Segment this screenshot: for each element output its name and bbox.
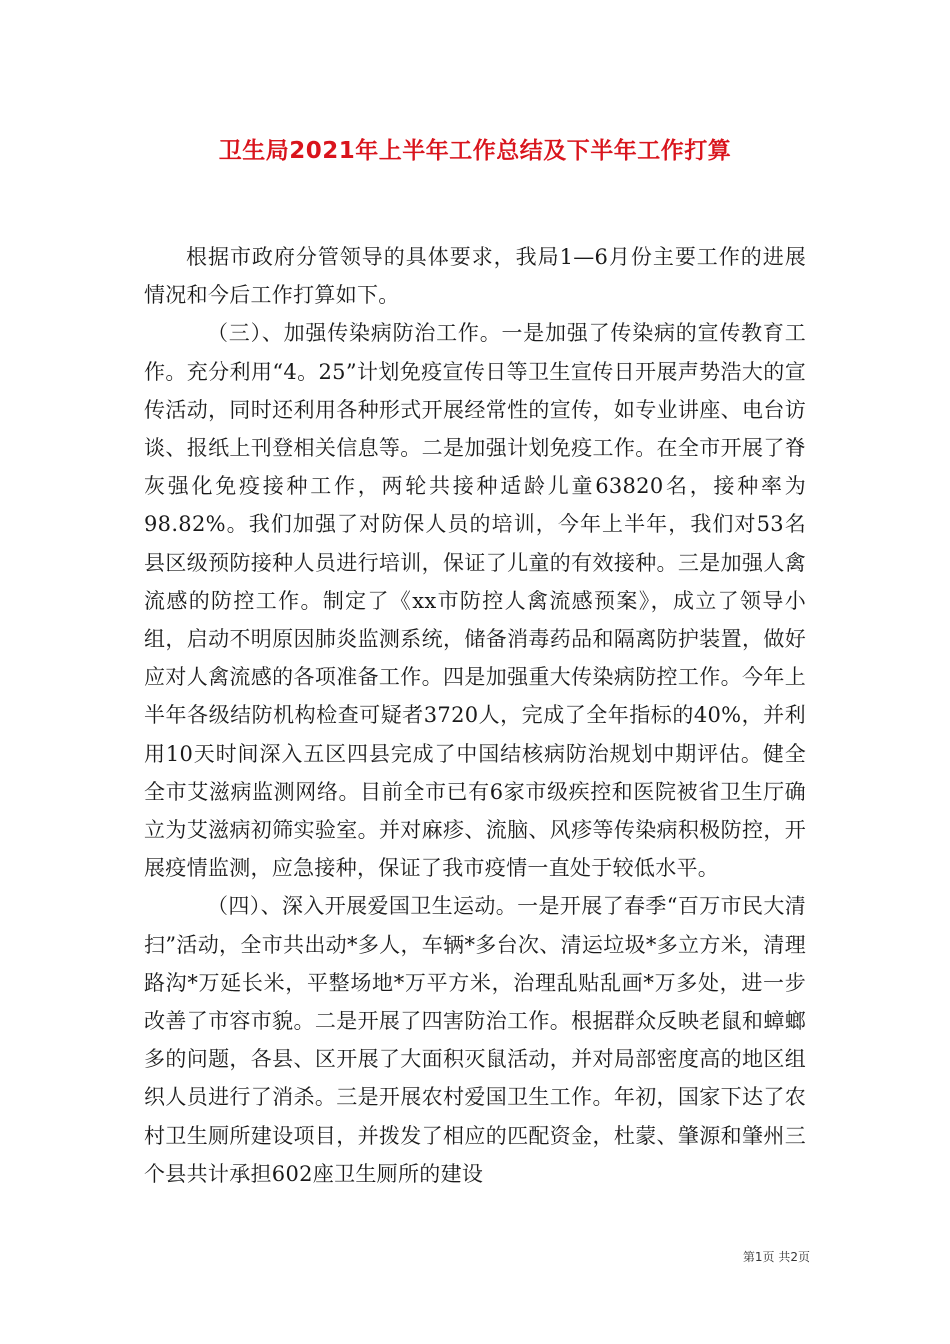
document-body <box>144 238 806 1193</box>
paragraph-section-4: （四）、深入开展爱国卫生运动。一是开展了春季“百万市民大清扫”活动，全市共出动*多人，车辆*多台次、清运垃圾*多立方米，清理路沟*万延长米，平整场地*万平方米，治理乱贴乱画*万多处，进一步改善了市容市貌。二是开展了四害防治工作。根据群众反映老鼠和蟑螂多的问题，各县、区开展了大面积灭鼠活动，并对局部密度高的地区组织人员进行了消杀。三是开展农村爱国卫生工作。年初，国家下达了农村卫生厕所建设项目，并拨发了相应的匹配资金，杜蒙、肇源和肇州三个县共计承担602座卫生厕所的建设 <box>144 894 806 1186</box>
paragraph-section-3: （三）、加强传染病防治工作。一是加强了传染病的宣传教育工作。充分利用“4。25”计划免疫宣传日等卫生宣传日开展声势浩大的宣传活动，同时还利用各种形式开展经常性的宣传，如专业讲座、电台访谈、报纸上刊登相关信息等。二是加强计划免疫工作。在全市开展了脊灰强化免疫接种工作，两轮共接种适龄儿童63820名，接种率为98.82%。我们加强了对防保人员的培训，今年上半年，我们对53名县区级预防接种人员进行培训，保证了儿童的有效接种。三是加强人禽流感的防控工作。制定了《xx市防控人禽流感预案》，成立了领导小组，启动不明原因肺炎监测系统，储备消毒药品和隔离防护装置，做好应对人禽流感的各项准备工作。四是加强重大传染病防控工作。今年上半年各级结防机构检查可疑者3720人，完成了全年指标的40%，并利用10天时间深入五区四县完成了中国结核病防治规划中期评估。健全全市艾滋病监测网络。目前全市已有6家市级疾控和医院被省卫生厅确立为艾滋病初筛实验室。并对麻疹、流脑、风疹等传染病积极防控，开展疫情监测，应急接种，保证了我市疫情一直处于较低水平。 <box>144 321 806 881</box>
document-title: 卫生局2021年上半年工作总结及下半年工作打算 <box>218 138 732 164</box>
paragraph-intro: 根据市政府分管领导的具体要求，我局1—6月份主要工作的进展情况和今后工作打算如下。 <box>144 245 806 308</box>
page-number: 第1页 共2页 <box>742 1250 810 1264</box>
